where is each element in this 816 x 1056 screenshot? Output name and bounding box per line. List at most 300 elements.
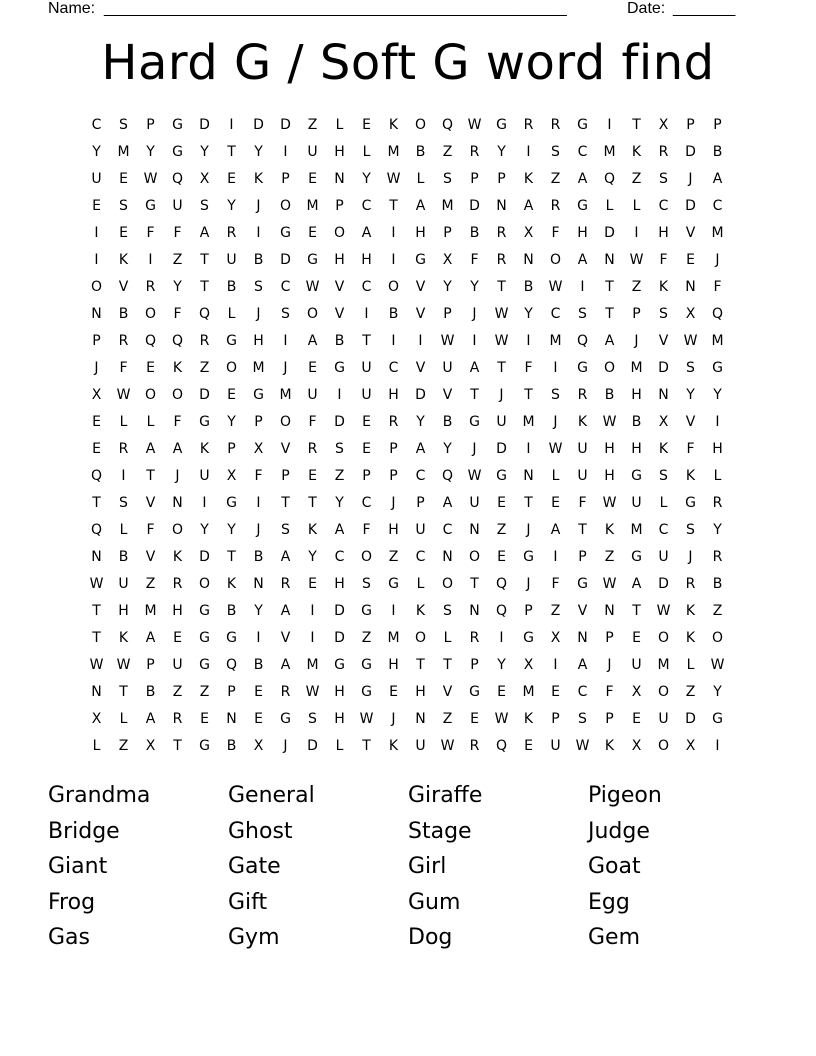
- grid-letter: M: [549, 333, 562, 349]
- grid-letter: K: [523, 171, 534, 187]
- grid-letter: U: [361, 387, 372, 403]
- grid-letter: D: [334, 630, 345, 646]
- grid-letter: D: [334, 414, 345, 430]
- grid-letter: G: [361, 603, 372, 619]
- page-title: Hard G / Soft G word find: [101, 35, 715, 91]
- grid-letter: U: [469, 495, 480, 511]
- grid-letter: Y: [713, 387, 722, 403]
- grid-letter: T: [119, 684, 128, 700]
- grid-letter: Y: [308, 549, 317, 565]
- grid-letter: T: [173, 738, 182, 754]
- grid-letter: Y: [227, 522, 236, 538]
- grid-letter: S: [659, 171, 668, 187]
- grid-letter: O: [414, 630, 427, 646]
- word-list-item: Grandma: [48, 783, 151, 809]
- grid-letter: T: [200, 252, 209, 268]
- grid-letter: L: [632, 198, 641, 214]
- grid-letter: L: [605, 198, 614, 214]
- grid-letter: E: [227, 387, 236, 403]
- grid-letter: M: [279, 387, 292, 403]
- grid-letter: R: [712, 495, 723, 511]
- grid-letter: P: [632, 306, 641, 322]
- grid-letter: K: [226, 576, 237, 592]
- grid-letter: W: [440, 738, 455, 754]
- grid-letter: D: [658, 576, 669, 592]
- grid-letter: N: [334, 171, 345, 187]
- grid-letter: D: [415, 387, 426, 403]
- grid-letter: U: [226, 252, 237, 268]
- grid-letter: G: [415, 252, 426, 268]
- grid-letter: O: [468, 549, 481, 565]
- grid-letter: M: [387, 144, 400, 160]
- grid-letter: Q: [495, 738, 508, 754]
- grid-letter: F: [119, 360, 128, 376]
- grid-letter: S: [551, 387, 560, 403]
- grid-letter: R: [469, 630, 480, 646]
- grid-letter: Z: [199, 684, 210, 700]
- grid-letter: O: [414, 117, 427, 133]
- grid-letter: P: [281, 468, 290, 484]
- grid-letter: K: [415, 603, 426, 619]
- grid-letter: D: [280, 252, 291, 268]
- grid-letter: Y: [92, 144, 101, 160]
- grid-letter: I: [364, 306, 369, 322]
- grid-letter: T: [578, 522, 587, 538]
- grid-letter: T: [92, 495, 101, 511]
- grid-letter: O: [279, 414, 292, 430]
- grid-letter: O: [225, 360, 238, 376]
- grid-letter: X: [226, 468, 237, 484]
- grid-letter: N: [469, 522, 480, 538]
- grid-letter: O: [279, 198, 292, 214]
- grid-letter: Y: [470, 279, 479, 295]
- grid-letter: E: [308, 360, 317, 376]
- grid-letter: X: [199, 171, 210, 187]
- grid-letter: M: [387, 630, 400, 646]
- grid-letter: W: [629, 252, 644, 268]
- grid-letter: S: [659, 468, 668, 484]
- grid-letter: F: [173, 414, 182, 430]
- grid-letter: M: [711, 333, 724, 349]
- grid-letter: P: [713, 117, 722, 133]
- grid-letter: W: [602, 414, 617, 430]
- grid-letter: K: [685, 468, 696, 484]
- grid-letter: V: [685, 225, 696, 241]
- grid-letter: I: [607, 117, 612, 133]
- grid-letter: Z: [145, 576, 156, 592]
- grid-letter: O: [90, 279, 103, 295]
- grid-letter: E: [632, 711, 641, 727]
- grid-letter: B: [253, 549, 264, 565]
- grid-letter: G: [199, 657, 210, 673]
- grid-letter: S: [578, 711, 587, 727]
- grid-letter: S: [308, 711, 317, 727]
- grid-letter: N: [685, 279, 696, 295]
- grid-letter: D: [280, 117, 291, 133]
- grid-letter: G: [334, 657, 345, 673]
- grid-letter: U: [361, 360, 372, 376]
- grid-letter: Q: [90, 522, 103, 538]
- grid-letter: R: [280, 576, 291, 592]
- grid-letter: H: [415, 684, 426, 700]
- grid-letter: G: [712, 711, 723, 727]
- grid-letter: G: [172, 144, 183, 160]
- grid-letter: G: [226, 495, 237, 511]
- grid-letter: H: [334, 576, 345, 592]
- grid-letter: L: [713, 468, 722, 484]
- grid-letter: V: [334, 279, 345, 295]
- grid-letter: E: [92, 441, 101, 457]
- grid-letter: R: [523, 117, 534, 133]
- word-list-item: Gum: [408, 889, 461, 915]
- grid-letter: U: [91, 171, 102, 187]
- grid-letter: Y: [254, 144, 263, 160]
- grid-letter: E: [119, 171, 128, 187]
- grid-letter: P: [551, 711, 560, 727]
- grid-letter: N: [658, 387, 669, 403]
- grid-letter: G: [199, 414, 210, 430]
- grid-letter: T: [497, 360, 506, 376]
- grid-letter: P: [389, 441, 398, 457]
- grid-letter: X: [631, 738, 642, 754]
- grid-letter: T: [281, 495, 290, 511]
- grid-letter: G: [469, 414, 480, 430]
- word-list-item: Gem: [588, 925, 641, 951]
- grid-letter: E: [227, 171, 236, 187]
- grid-letter: Z: [442, 144, 453, 160]
- grid-letter: F: [254, 468, 263, 484]
- grid-letter: U: [550, 738, 561, 754]
- grid-letter: O: [144, 306, 157, 322]
- grid-letter: R: [550, 117, 561, 133]
- grid-letter: Q: [225, 657, 238, 673]
- grid-letter: O: [657, 738, 670, 754]
- name-blank-line: ____________________________________________________: [104, 0, 567, 17]
- word-list-item: Dog: [408, 925, 453, 951]
- grid-letter: C: [388, 360, 399, 376]
- grid-letter: J: [553, 414, 558, 430]
- grid-letter: C: [415, 549, 426, 565]
- grid-letter: T: [605, 306, 614, 322]
- grid-letter: J: [472, 441, 477, 457]
- grid-letter: I: [526, 144, 531, 160]
- grid-letter: V: [334, 306, 345, 322]
- grid-letter: U: [631, 657, 642, 673]
- grid-letter: I: [580, 279, 585, 295]
- grid-letter: M: [630, 360, 643, 376]
- grid-letter: A: [145, 441, 156, 457]
- grid-letter: X: [253, 441, 264, 457]
- grid-letter: W: [494, 333, 509, 349]
- worksheet-header: [48, 0, 740, 20]
- grid-letter: W: [359, 711, 374, 727]
- grid-letter: Q: [441, 117, 454, 133]
- grid-letter: I: [229, 117, 234, 133]
- word-list-item: Frog: [48, 889, 96, 915]
- grid-letter: I: [391, 603, 396, 619]
- grid-letter: W: [467, 468, 482, 484]
- grid-letter: I: [94, 225, 99, 241]
- grid-letter: I: [256, 225, 261, 241]
- grid-letter: T: [308, 495, 317, 511]
- grid-letter: I: [418, 333, 423, 349]
- grid-letter: L: [119, 522, 128, 538]
- grid-letter: S: [200, 198, 209, 214]
- grid-letter: Z: [496, 522, 507, 538]
- grid-letter: Z: [199, 360, 210, 376]
- grid-letter: F: [524, 360, 533, 376]
- grid-letter: G: [172, 117, 183, 133]
- grid-letter: Q: [171, 333, 184, 349]
- grid-letter: Y: [200, 522, 209, 538]
- grid-letter: S: [551, 144, 560, 160]
- grid-letter: J: [256, 306, 261, 322]
- grid-letter: C: [658, 198, 669, 214]
- grid-letter: M: [144, 603, 157, 619]
- grid-letter: K: [658, 441, 669, 457]
- grid-letter: X: [442, 252, 453, 268]
- grid-letter: Z: [550, 603, 561, 619]
- grid-letter: Y: [173, 279, 182, 295]
- grid-letter: S: [659, 306, 668, 322]
- grid-letter: C: [577, 684, 588, 700]
- grid-letter: G: [307, 252, 318, 268]
- grid-letter: O: [387, 279, 400, 295]
- grid-letter: W: [305, 279, 320, 295]
- grid-letter: F: [470, 252, 479, 268]
- grid-letter: P: [146, 657, 155, 673]
- date-label: Date:: [627, 0, 666, 17]
- grid-letter: F: [578, 495, 587, 511]
- grid-letter: P: [605, 630, 614, 646]
- grid-letter: J: [607, 657, 612, 673]
- grid-letter: R: [469, 144, 480, 160]
- grid-letter: Z: [118, 738, 129, 754]
- grid-letter: U: [658, 711, 669, 727]
- word-list-item: General: [228, 783, 315, 809]
- grid-letter: Q: [576, 333, 589, 349]
- grid-letter: F: [605, 684, 614, 700]
- grid-letter: E: [551, 495, 560, 511]
- grid-letter: F: [551, 576, 560, 592]
- grid-letter: G: [631, 549, 642, 565]
- grid-letter: O: [441, 576, 454, 592]
- grid-letter: H: [658, 225, 669, 241]
- grid-letter: S: [686, 522, 695, 538]
- grid-letter: I: [553, 360, 558, 376]
- grid-letter: E: [92, 414, 101, 430]
- grid-letter: P: [362, 468, 371, 484]
- grid-letter: G: [712, 360, 723, 376]
- grid-letter: X: [685, 306, 696, 322]
- grid-letter: X: [550, 630, 561, 646]
- grid-letter: F: [551, 225, 560, 241]
- grid-letter: Y: [713, 684, 722, 700]
- grid-letter: L: [659, 495, 668, 511]
- grid-letter: R: [658, 144, 669, 160]
- grid-letter: G: [253, 387, 264, 403]
- grid-letter: W: [89, 576, 104, 592]
- grid-letter: E: [308, 225, 317, 241]
- grid-letter: T: [470, 576, 479, 592]
- grid-letter: I: [256, 630, 261, 646]
- grid-letter: N: [91, 684, 102, 700]
- grid-letter: S: [119, 198, 128, 214]
- grid-letter: A: [577, 657, 588, 673]
- grid-letter: I: [310, 630, 315, 646]
- grid-letter: L: [551, 468, 560, 484]
- grid-letter: G: [469, 684, 480, 700]
- grid-letter: D: [307, 738, 318, 754]
- grid-letter: G: [577, 198, 588, 214]
- grid-letter: W: [602, 576, 617, 592]
- grid-letter: J: [634, 333, 639, 349]
- grid-letter: D: [199, 117, 210, 133]
- grid-letter: W: [89, 657, 104, 673]
- grid-letter: P: [605, 711, 614, 727]
- grid-letter: K: [118, 252, 129, 268]
- grid-letter: Z: [361, 630, 372, 646]
- grid-letter: B: [712, 576, 723, 592]
- grid-letter: F: [146, 225, 155, 241]
- grid-letter: P: [470, 657, 479, 673]
- grid-letter: T: [416, 657, 425, 673]
- grid-letter: C: [361, 495, 372, 511]
- grid-letter: I: [391, 252, 396, 268]
- grid-letter: A: [523, 198, 534, 214]
- grid-letter: G: [334, 360, 345, 376]
- grid-letter: T: [524, 387, 533, 403]
- grid-letter: Y: [254, 603, 263, 619]
- grid-letter: U: [577, 468, 588, 484]
- grid-letter: P: [443, 306, 452, 322]
- grid-letter: W: [548, 279, 563, 295]
- grid-letter: U: [199, 468, 210, 484]
- grid-letter: W: [602, 495, 617, 511]
- grid-letter: F: [659, 252, 668, 268]
- grid-letter: B: [253, 252, 264, 268]
- grid-letter: H: [253, 333, 264, 349]
- grid-letter: M: [657, 657, 670, 673]
- word-list-item: Gym: [228, 925, 280, 951]
- grid-letter: N: [469, 603, 480, 619]
- grid-letter: A: [145, 630, 156, 646]
- grid-letter: D: [199, 549, 210, 565]
- word-list-item: Ghost: [228, 818, 293, 844]
- grid-letter: T: [497, 279, 506, 295]
- grid-letter: F: [173, 306, 182, 322]
- grid-letter: L: [443, 630, 452, 646]
- grid-letter: Y: [362, 171, 371, 187]
- grid-letter: Z: [604, 549, 615, 565]
- grid-letter: C: [361, 279, 372, 295]
- grid-letter: K: [307, 522, 318, 538]
- grid-letter: M: [522, 684, 535, 700]
- grid-letter: V: [577, 603, 588, 619]
- grid-letter: G: [361, 657, 372, 673]
- grid-letter: K: [604, 522, 615, 538]
- grid-letter: H: [334, 144, 345, 160]
- grid-letter: E: [119, 225, 128, 241]
- grid-letter: A: [334, 522, 345, 538]
- grid-letter: Z: [388, 549, 399, 565]
- grid-letter: E: [551, 684, 560, 700]
- grid-letter: O: [171, 387, 184, 403]
- grid-letter: M: [522, 414, 535, 430]
- grid-letter: I: [148, 252, 153, 268]
- grid-letter: X: [145, 738, 156, 754]
- grid-letter: P: [497, 171, 506, 187]
- grid-letter: E: [308, 171, 317, 187]
- grid-letter: T: [605, 279, 614, 295]
- grid-letter: E: [254, 684, 263, 700]
- grid-letter: O: [657, 684, 670, 700]
- grid-letter: B: [118, 306, 129, 322]
- grid-letter: P: [92, 333, 101, 349]
- grid-letter: H: [334, 684, 345, 700]
- grid-letter: B: [604, 387, 615, 403]
- grid-letter: U: [307, 144, 318, 160]
- grid-letter: D: [658, 360, 669, 376]
- grid-letter: O: [657, 630, 670, 646]
- grid-letter: S: [686, 360, 695, 376]
- grid-letter: B: [712, 144, 723, 160]
- grid-letter: Q: [495, 576, 508, 592]
- grid-letter: V: [442, 387, 453, 403]
- grid-letter: W: [656, 603, 671, 619]
- grid-letter: N: [226, 711, 237, 727]
- grid-letter: B: [253, 657, 264, 673]
- grid-letter: I: [391, 225, 396, 241]
- grid-letter: O: [711, 630, 724, 646]
- grid-letter: Q: [603, 171, 616, 187]
- grid-letter: M: [117, 144, 130, 160]
- grid-letter: J: [256, 198, 261, 214]
- grid-letter: N: [415, 711, 426, 727]
- grid-letter: J: [472, 306, 477, 322]
- grid-letter: P: [416, 495, 425, 511]
- grid-letter: Y: [335, 495, 344, 511]
- grid-letter: J: [526, 522, 531, 538]
- grid-letter: K: [685, 630, 696, 646]
- grid-letter: L: [119, 711, 128, 727]
- grid-letter: V: [685, 414, 696, 430]
- grid-letter: H: [631, 441, 642, 457]
- grid-letter: X: [631, 684, 642, 700]
- grid-letter: N: [91, 306, 102, 322]
- grid-letter: Z: [172, 252, 183, 268]
- grid-letter: R: [469, 738, 480, 754]
- grid-letter: G: [631, 468, 642, 484]
- grid-letter: P: [335, 198, 344, 214]
- grid-letter: O: [198, 576, 211, 592]
- grid-letter: P: [389, 468, 398, 484]
- grid-letter: Z: [631, 279, 642, 295]
- grid-letter: I: [715, 414, 720, 430]
- grid-letter: J: [499, 387, 504, 403]
- grid-letter: C: [577, 144, 588, 160]
- grid-letter: C: [334, 549, 345, 565]
- grid-letter: N: [253, 576, 264, 592]
- grid-letter: T: [524, 495, 533, 511]
- grid-letter: Y: [200, 144, 209, 160]
- grid-letter: Y: [497, 657, 506, 673]
- grid-letter: W: [575, 738, 590, 754]
- grid-letter: G: [199, 630, 210, 646]
- grid-letter: K: [685, 603, 696, 619]
- grid-letter: M: [603, 144, 616, 160]
- grid-letter: R: [388, 414, 399, 430]
